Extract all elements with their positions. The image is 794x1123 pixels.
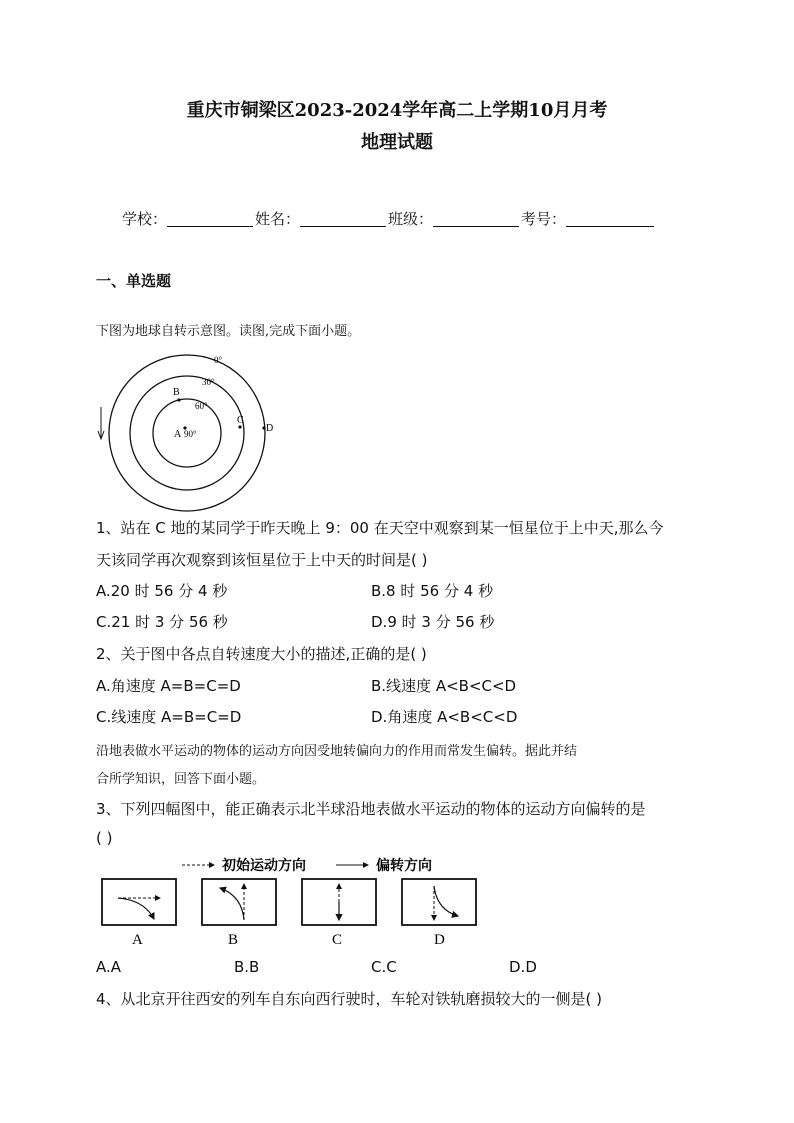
page-title: 重庆市铜梁区2023-2024学年高二上学期10月月考 [186, 100, 608, 121]
question-3-line-2: ( ) [96, 829, 113, 847]
q1-option-c[interactable]: C.21 时 3 分 56 秒 [96, 613, 228, 631]
class-blank[interactable] [433, 210, 519, 227]
question-1-line-2: 天该同学再次观察到该恒星位于上中天的时间是( ) [96, 551, 428, 569]
label-lat60: 60° [195, 401, 208, 411]
passage-2-line-2: 合所学知识，回答下面小题。 [96, 772, 266, 787]
name-blank[interactable] [300, 210, 386, 227]
question-2-line-1: 2、关于图中各点自转速度大小的描述,正确的是( ) [96, 645, 427, 663]
school-label: 学校： [122, 210, 168, 228]
fig-label-b: B [228, 932, 239, 948]
legend-deflection-direction: 偏转方向 [376, 859, 432, 874]
label-lat90: 90° [184, 429, 197, 439]
box-a [102, 879, 176, 925]
fig-label-a: A [132, 932, 143, 948]
q3-option-c[interactable]: C.C [371, 958, 397, 976]
class-label: 班级： [388, 210, 434, 228]
q1-option-d[interactable]: D.9 时 3 分 56 秒 [371, 613, 495, 631]
exam-number-label: 考号： [521, 210, 567, 228]
school-blank[interactable] [167, 210, 253, 227]
page-subtitle: 地理试题 [361, 132, 433, 153]
fig-label-d: D [434, 932, 445, 948]
q2-option-b[interactable]: B.线速度 A<B<C<D [371, 677, 517, 695]
name-label: 姓名： [255, 210, 301, 228]
question-4-line-1: 4、从北京开往西安的列车自东向西行驶时，车轮对铁轨磨损较大的一侧是( ) [96, 990, 603, 1008]
student-info-line [122, 208, 656, 229]
q1-option-a[interactable]: A.20 时 56 分 4 秒 [96, 582, 228, 600]
point-b [177, 398, 180, 401]
exam-number-blank[interactable] [566, 210, 654, 227]
q3-option-b[interactable]: B.B [234, 958, 260, 976]
label-a: A [174, 429, 182, 440]
label-lat0: 0° [214, 355, 223, 365]
q1-option-b[interactable]: B.8 时 56 分 4 秒 [371, 582, 494, 600]
earth-rotation-diagram [92, 345, 282, 520]
q2-option-d[interactable]: D.角速度 A<B<C<D [371, 708, 518, 726]
legend-initial-direction: 初始运动方向 [222, 859, 306, 874]
question-3-line-1: 3、下列四幅图中，能正确表示北半球沿地表做水平运动的物体的运动方向偏转的是 [96, 800, 646, 818]
label-d: D [266, 423, 274, 434]
passage-1: 下图为地球自转示意图。读图,完成下面小题。 [96, 324, 361, 339]
q3-option-d[interactable]: D.D [509, 958, 537, 976]
fig-label-c: C [332, 932, 343, 948]
label-b: B [173, 387, 180, 398]
q2-option-c[interactable]: C.线速度 A=B=C=D [96, 708, 242, 726]
section-heading: 一、单选题 [96, 272, 172, 290]
passage-2-line-1: 沿地表做水平运动的物体的运动方向因受地转偏向力的作用而常发生偏转。据此并结 [96, 744, 578, 759]
deflection-diagrams [96, 852, 486, 952]
label-c: C [237, 415, 244, 426]
q2-option-a[interactable]: A.角速度 A=B=C=D [96, 677, 241, 695]
question-1-line-1: 1、站在 C 地的某同学于昨天晚上 9：00 在天空中观察到某一恒星位于上中天,那么今 [96, 519, 664, 537]
q3-option-a[interactable]: A.A [96, 958, 122, 976]
label-lat30: 30° [202, 377, 215, 387]
